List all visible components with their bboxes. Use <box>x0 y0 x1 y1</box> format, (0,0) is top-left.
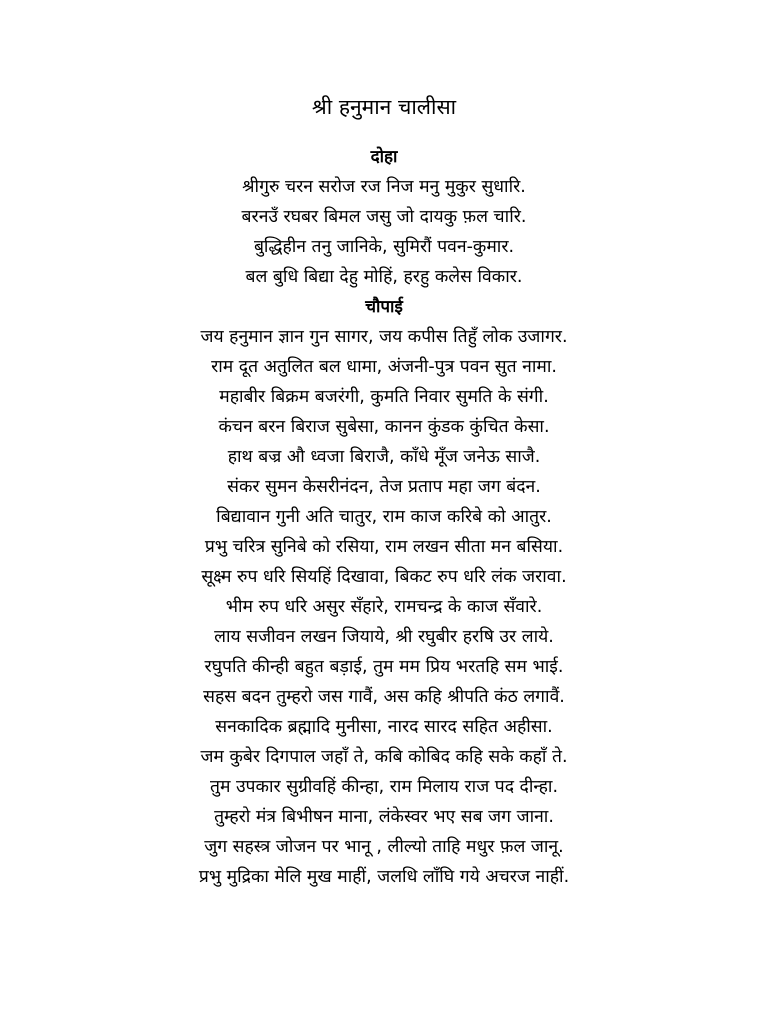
chaupai-line: हाथ बज्र औ ध्वजा बिराजै, काँधे मूँज जनेऊ साजै. <box>227 447 541 467</box>
doha-line: बुद्धिहीन तनु जानिके, सुमिरौं पवन-कुमार. <box>253 237 515 257</box>
doha-line: बल बुधि बिद्या देहु मोहिं, हरहु कलेस विकार. <box>245 267 523 287</box>
chaupai-line: बिद्यावान गुनी अति चातुर, राम काज करिबे को आतुर. <box>216 507 552 527</box>
chaupai-line: तुम्हरो मंत्र बिभीषन माना, लंकेस्वर भए सब जग जाना. <box>214 807 554 827</box>
chaupai-line: प्रभु मुद्रिका मेलि मुख माहीं, जलधि लाँघि गये अचरज नाहीं. <box>198 867 570 887</box>
chaupai-line: जय हनुमान ज्ञान गुन सागर, जय कपीस तिहुँ लोक उजागर. <box>200 327 568 347</box>
chaupai-line: भीम रुप धरि असुर सँहारे, रामचन्द्र के काज सँवारे. <box>225 597 543 617</box>
doha-heading: दोहा <box>370 147 398 167</box>
chaupai-heading: चौपाई <box>365 297 403 317</box>
chaupai-line: संकर सुमन केसरीनंदन, तेज प्रताप महा जग बंदन. <box>227 477 541 497</box>
chaupai-line: जम कुबेर दिगपाल जहाँ ते, कबि कोबिद कहि सके कहाँ ते. <box>200 747 568 767</box>
chaupai-verses <box>0 322 768 892</box>
chaupai-line: जुग सहस्त्र जोजन पर भानू , लील्यो ताहि मधुर फ़ल जानू. <box>204 837 564 857</box>
chaupai-line: कंचन बरन बिराज सुबेसा, कानन कुंडक कुंचित केसा. <box>218 417 550 437</box>
chaupai-line: सनकादिक ब्रह्मादि मुनीसा, नारद सारद सहित अहीसा. <box>215 717 553 737</box>
chaupai-line: रघुपति कीन्ही बहुत बड़ाई, तुम मम प्रिय भरतहि सम भाई. <box>204 657 564 677</box>
chaupai-line: महाबीर बिक्रम बजरंगी, कुमति निवार सुमति के संगी. <box>219 387 549 407</box>
doha-verses <box>0 172 768 292</box>
chaupai-line: प्रभु चरित्र सुनिबे को रसिया, राम लखन सीता मन बसिया. <box>204 537 564 557</box>
chaupai-line: तुम उपकार सुग्रीवहिं कीन्हा, राम मिलाय राज पद दीन्हा. <box>209 777 559 797</box>
chaupai-line: सूक्ष्म रुप धरि सियहिं दिखावा, बिकट रुप धरि लंक जरावा. <box>201 567 567 587</box>
page-title: श्री हनुमान चालीसा <box>311 95 457 119</box>
doha-line: श्रीगुरु चरन सरोज रज निज मनु मुकुर सुधारि. <box>242 177 526 197</box>
chaupai-line: सहस बदन तुम्हरो जस गावैं, अस कहि श्रीपति कंठ लगावैं. <box>203 687 565 707</box>
chaupai-line: लाय सजीवन लखन जियाये, श्री रघुबीर हरषि उर लाये. <box>214 627 554 647</box>
chaupai-line: राम दूत अतुलित बल धामा, अंजनी-पुत्र पवन सुत नामा. <box>211 357 557 377</box>
doha-line: बरनउँ रघबर बिमल जसु जो दायकु फ़ल चारि. <box>241 207 527 227</box>
